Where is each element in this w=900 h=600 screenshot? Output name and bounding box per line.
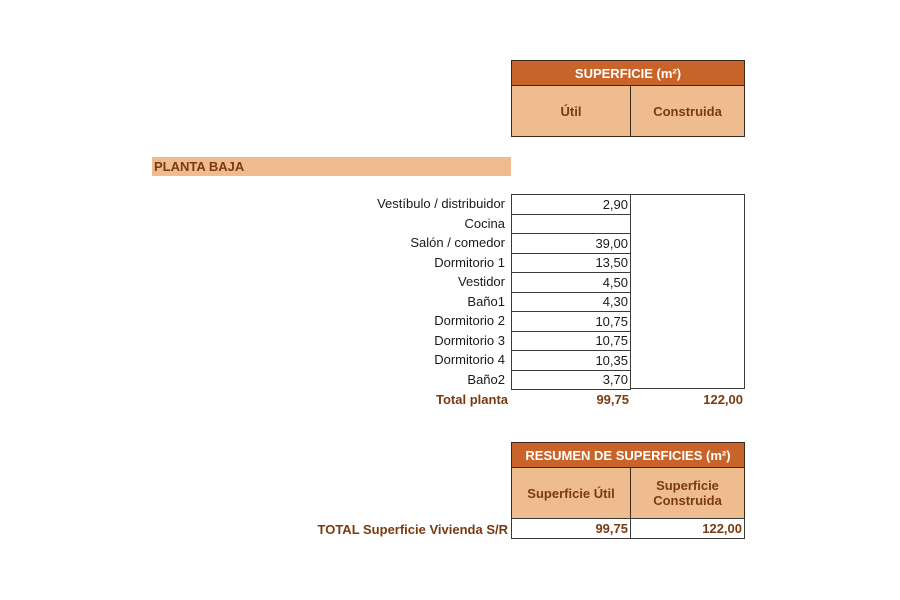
resumen-col-construida-label: Superficie Construida (653, 478, 722, 508)
room-util-cell: 2,90 (511, 194, 631, 215)
room-util-cell: 13,50 (511, 253, 631, 274)
superficie-title: SUPERFICIE (m²) (574, 65, 682, 81)
room-label: Dormitorio 1 (434, 254, 505, 270)
room-util-cell: 10,35 (511, 350, 631, 371)
room-label: Vestidor (458, 274, 505, 290)
construida-merged-cell (630, 194, 745, 389)
room-label: Dormitorio 2 (434, 313, 505, 329)
room-label: Dormitorio 4 (434, 352, 505, 368)
total-planta-label: Total planta (436, 391, 508, 407)
superficie-header (511, 60, 745, 86)
room-label: Baño2 (467, 371, 505, 387)
room-util-cell: 4,50 (511, 272, 631, 293)
resumen-total-util: 99,75 (511, 518, 631, 539)
resumen-header (511, 442, 745, 468)
col-header-construida (630, 85, 745, 137)
room-util-cell: 39,00 (511, 233, 631, 254)
col-header-construida-label: Construida (653, 103, 722, 119)
room-label: Vestíbulo / distribuidor (377, 196, 505, 212)
resumen-col-util-label: Superficie Útil (527, 485, 615, 501)
room-util-cell (511, 214, 631, 235)
resumen-col-util (511, 467, 631, 519)
resumen-title: RESUMEN DE SUPERFICIES (m²) (525, 447, 731, 463)
total-planta-util: 99,75 (596, 391, 629, 407)
resumen-total-label: TOTAL Superficie Vivienda S/R (317, 521, 508, 537)
room-label: Baño1 (467, 293, 505, 309)
room-label: Dormitorio 3 (434, 332, 505, 348)
room-util-cell: 10,75 (511, 331, 631, 352)
room-util-cell: 10,75 (511, 311, 631, 332)
room-util-cell: 3,70 (511, 370, 631, 391)
section-planta-baja-label: PLANTA BAJA (154, 159, 245, 174)
room-label: Salón / comedor (410, 235, 505, 251)
col-header-util (511, 85, 631, 137)
total-planta-construida: 122,00 (703, 391, 743, 407)
col-header-util-label: Útil (560, 103, 582, 119)
room-util-cell: 4,30 (511, 292, 631, 313)
resumen-col-construida (630, 467, 745, 519)
room-label: Cocina (464, 215, 505, 231)
section-planta-baja (152, 157, 511, 176)
resumen-total-construida: 122,00 (630, 518, 745, 539)
